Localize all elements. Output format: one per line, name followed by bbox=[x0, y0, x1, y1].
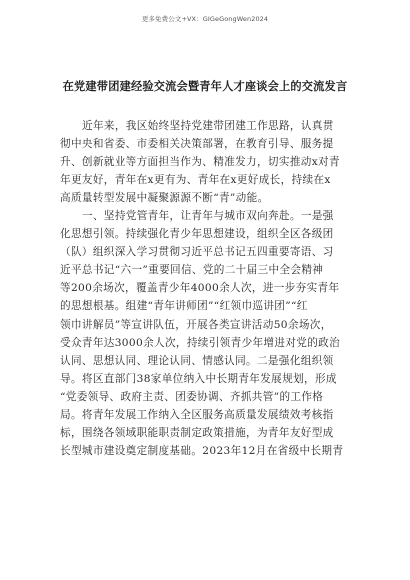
text-line: 的思想根基。组建“青年讲师团”“红领巾巡讲团”“红 bbox=[60, 300, 308, 313]
text-line: 一、坚持党管青年，让青年与城市双向奔赴。一是强 bbox=[82, 210, 334, 223]
text-line: 领巾讲解员”等宣讲队伍，开展各类宣讲活动50余场次， bbox=[60, 318, 332, 331]
text-line: 受众青年达3000余人次，持续引领青少年增进对党的政治 bbox=[60, 336, 341, 349]
text-line: 标，围绕各领域职能职责制定政策措施，为青年友好型成 bbox=[60, 426, 334, 439]
text-line: 导。将区直部门38家单位纳入中长期青年发展规划，形成 bbox=[60, 372, 337, 385]
text-line: 近平总书记“六一”重要回信、党的二十届三中全会精神 bbox=[60, 264, 324, 277]
document-title: 在党建带团建经验交流会暨青年人才座谈会上的交流发言 bbox=[62, 80, 348, 93]
text-line: 近年来，我区始终坚持党建带团建工作思路，认真贯 bbox=[82, 120, 334, 132]
text-line: 高质量转型发展中凝聚源源不断“青”动能。 bbox=[60, 192, 269, 205]
text-line: 升、创新就业等方面担当作为、精准发力，切实推动x对青 bbox=[60, 156, 340, 169]
text-line: “党委领导、政府主责、团委协调、齐抓共管”的工作格 bbox=[60, 390, 324, 403]
header-note: 更多免费公文+VX：GIGeGongWen2024 bbox=[141, 15, 269, 23]
text-line: （队）组织深入学习贯彻习近平总书记五四重要寄语、习 bbox=[60, 246, 334, 259]
text-line: 化思想引领。持续强化青少年思想建设，组织全区各级团 bbox=[60, 228, 334, 241]
text-line: 长型城市建设奠定制度基础。2023年12月在省级中长期青 bbox=[60, 444, 344, 457]
text-line: 认同、思想认同、理论认同、情感认同。二是强化组织领 bbox=[60, 354, 334, 367]
body-text bbox=[60, 117, 356, 460]
text-line: 局。将青年发展工作纳入全区服务高质量发展绩效考核指 bbox=[60, 408, 334, 421]
text-line: 彻中央和省委、市委相关决策部署，在教育引导、服务提 bbox=[60, 138, 334, 151]
text-line: 等200余场次，覆盖青少年4000余人次，进一步夯实青年 bbox=[60, 282, 340, 295]
text-line: 年更友好，青年在x更有为、青年在x更好成长，持续在x bbox=[60, 174, 331, 187]
